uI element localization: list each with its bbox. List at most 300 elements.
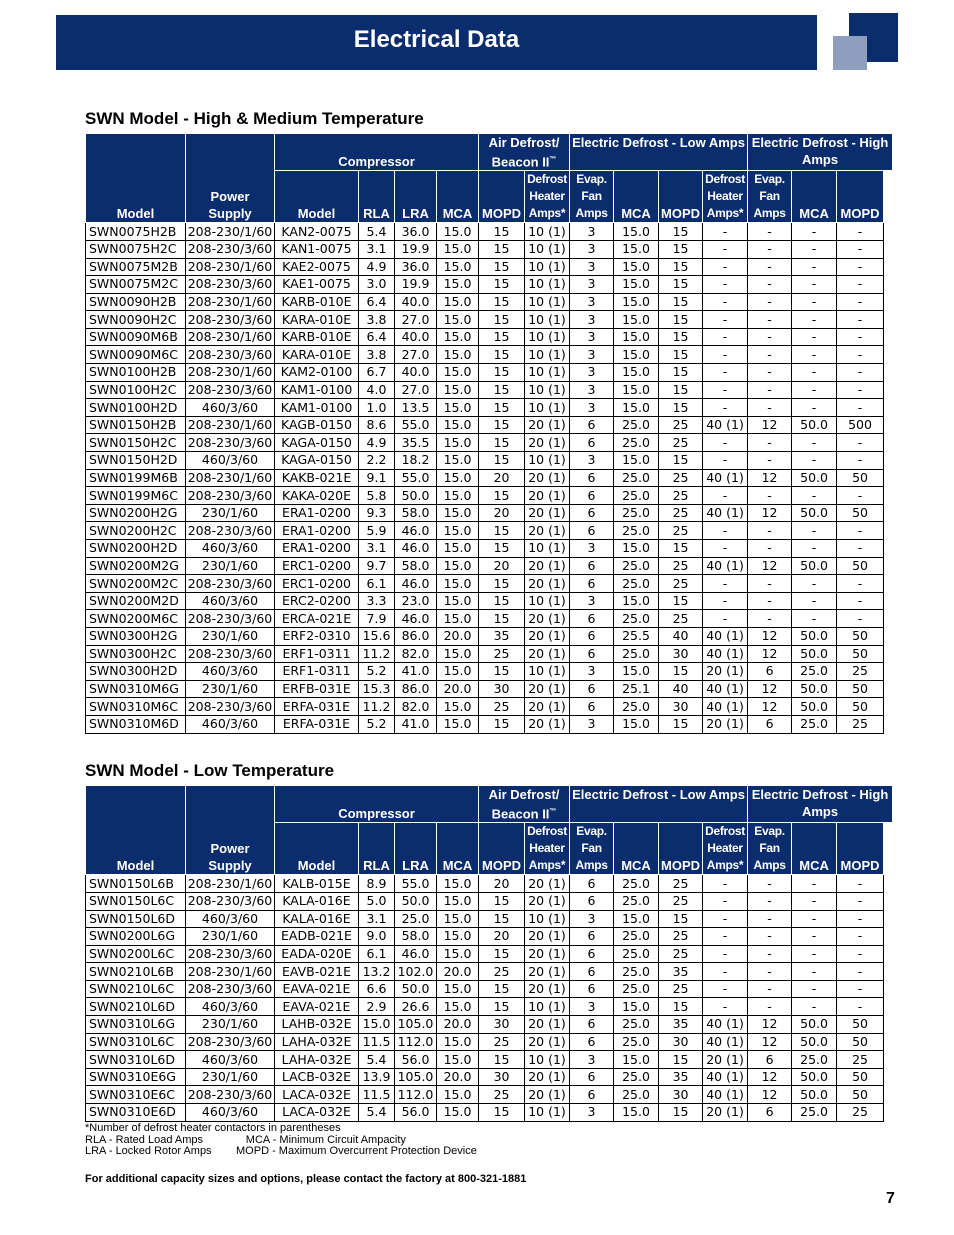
table-cell: 15 xyxy=(659,258,703,276)
table-cell: 50.0 xyxy=(792,698,837,716)
table-row xyxy=(86,240,893,258)
table-cell: - xyxy=(748,434,792,452)
table-cell: 15 xyxy=(479,998,525,1016)
table-row xyxy=(86,715,893,733)
table-cell: 15 xyxy=(659,663,703,681)
table-cell: 50 xyxy=(837,680,884,698)
table-cell: 20 xyxy=(479,928,525,946)
table-cell: 15 xyxy=(659,346,703,364)
table-cell: 208-230/1/60 xyxy=(186,328,275,346)
table-cell: 10 (1) xyxy=(525,223,570,241)
table-cell: 3 xyxy=(570,328,614,346)
table-cell: - xyxy=(792,892,837,910)
table-cell: 3 xyxy=(570,364,614,382)
table-cell: SWN0310L6C xyxy=(86,1033,186,1051)
table-cell: 500 xyxy=(837,416,884,434)
table-cell: 6.7 xyxy=(359,364,395,382)
table-cell: 40 (1) xyxy=(703,1016,748,1034)
table-cell: 25.0 xyxy=(614,1016,659,1034)
table-cell: ERFA-031E xyxy=(275,715,359,733)
table-cell: 15.3 xyxy=(359,680,395,698)
table-cell: 7.9 xyxy=(359,610,395,628)
table-cell: ERC1-0200 xyxy=(275,557,359,575)
table-cell: - xyxy=(703,875,748,893)
table-cell: - xyxy=(703,381,748,399)
table-cell: 3.1 xyxy=(359,910,395,928)
table-cell: 25.0 xyxy=(614,928,659,946)
table-cell: 55.0 xyxy=(395,875,437,893)
table-cell: 40 (1) xyxy=(703,1033,748,1051)
table-cell: - xyxy=(792,258,837,276)
table-cell: 15.0 xyxy=(614,364,659,382)
table-cell: - xyxy=(792,910,837,928)
table-cell: 82.0 xyxy=(395,698,437,716)
table-cell: 15.0 xyxy=(437,381,479,399)
table-cell: 230/1/60 xyxy=(186,928,275,946)
table-cell: 20 (1) xyxy=(525,645,570,663)
table-cell: 9.1 xyxy=(359,469,395,487)
table-cell: SWN0200H2C xyxy=(86,522,186,540)
table-cell: 15.0 xyxy=(614,998,659,1016)
table-cell: - xyxy=(748,892,792,910)
col-low-mca: MCA xyxy=(614,171,659,223)
footnote-contactors: *Number of defrost heater contactors in parentheses xyxy=(85,1122,341,1134)
table-cell: 15 xyxy=(479,434,525,452)
table-row xyxy=(86,399,893,417)
table-cell: 460/3/60 xyxy=(186,715,275,733)
table-cell: 9.0 xyxy=(359,928,395,946)
table-cell: 230/1/60 xyxy=(186,680,275,698)
table-cell: - xyxy=(703,311,748,329)
table-cell: 6 xyxy=(570,1016,614,1034)
table-cell: EAVB-021E xyxy=(275,963,359,981)
table-row xyxy=(86,276,893,294)
table-cell: 20 (1) xyxy=(525,504,570,522)
table-cell: 36.0 xyxy=(395,258,437,276)
table-cell: - xyxy=(703,364,748,382)
page-number: 7 xyxy=(886,1190,895,1207)
table-cell: SWN0200M2G xyxy=(86,557,186,575)
table-cell: 208-230/3/60 xyxy=(186,522,275,540)
table-cell: 15.0 xyxy=(437,293,479,311)
table-cell: - xyxy=(837,381,884,399)
table-cell: 25.0 xyxy=(614,875,659,893)
table-cell: - xyxy=(703,328,748,346)
table-cell: 15 xyxy=(479,540,525,558)
col-high-defrost-heater-amps: Defrost Heater Amps* xyxy=(703,171,748,223)
table-cell: 3 xyxy=(570,276,614,294)
table-cell: 5.2 xyxy=(359,663,395,681)
table-cell: 12 xyxy=(748,1016,792,1034)
table-cell: - xyxy=(748,610,792,628)
table-cell: 10 (1) xyxy=(525,364,570,382)
table-cell: - xyxy=(837,487,884,505)
table-cell: 12 xyxy=(748,469,792,487)
table-cell: 208-230/1/60 xyxy=(186,875,275,893)
table-cell: ERF2-0310 xyxy=(275,627,359,645)
table-cell: - xyxy=(792,293,837,311)
footnote-rla-mca: RLA - Rated Load Amps MCA - Minimum Circuit Ampacity xyxy=(85,1133,406,1146)
table-cell: 50 xyxy=(837,627,884,645)
table-cell: 20 xyxy=(479,875,525,893)
table-cell: 25.0 xyxy=(792,1051,837,1069)
group-compressor: Compressor xyxy=(275,134,479,171)
col-low-mopd: MOPD xyxy=(659,171,703,223)
table-cell: 15 xyxy=(479,452,525,470)
col-high-mca: MCA xyxy=(792,171,837,223)
table-cell: 460/3/60 xyxy=(186,1104,275,1122)
table-cell: 15.0 xyxy=(437,1051,479,1069)
table-cell: 15 xyxy=(479,293,525,311)
table-cell: 25.0 xyxy=(614,1033,659,1051)
col-power-supply: Power Supply xyxy=(186,786,275,875)
table-cell: 25 xyxy=(659,875,703,893)
table-cell: - xyxy=(703,610,748,628)
table-cell: ERFA-031E xyxy=(275,698,359,716)
table-cell: 12 xyxy=(748,416,792,434)
table-cell: - xyxy=(837,311,884,329)
table-cell: ERC2-0200 xyxy=(275,592,359,610)
table-row xyxy=(86,346,893,364)
table-cell: 6 xyxy=(748,663,792,681)
table-cell: 15.0 xyxy=(437,258,479,276)
table-cell: 15.0 xyxy=(614,452,659,470)
table-cell: 6 xyxy=(570,698,614,716)
table-cell: - xyxy=(748,910,792,928)
col-high-mopd: MOPD xyxy=(837,171,884,223)
table-cell: 86.0 xyxy=(395,627,437,645)
table-cell: 3.1 xyxy=(359,540,395,558)
table-row xyxy=(86,892,893,910)
table-cell: 25.0 xyxy=(614,645,659,663)
section-title-low: SWN Model - Low Temperature xyxy=(85,761,335,780)
footnotes xyxy=(85,1123,477,1158)
table-cell: 25 xyxy=(659,522,703,540)
col-high-evap-fan-amps: Evap. Fan Amps xyxy=(748,823,792,875)
table-cell: SWN0075H2B xyxy=(86,223,186,241)
table-cell: 25 xyxy=(659,557,703,575)
table-cell: 25 xyxy=(479,698,525,716)
col-lra: LRA xyxy=(395,171,437,223)
table-cell: - xyxy=(792,522,837,540)
table-cell: 50 xyxy=(837,1016,884,1034)
page-title: Electrical Data xyxy=(353,26,520,53)
table-cell: 3 xyxy=(570,592,614,610)
table-cell: - xyxy=(837,223,884,241)
table-cell: 6 xyxy=(570,557,614,575)
table-cell: LACA-032E xyxy=(275,1086,359,1104)
table-cell: 10 (1) xyxy=(525,1104,570,1122)
table-row xyxy=(86,452,893,470)
table-cell: 30 xyxy=(659,1086,703,1104)
table-cell: 10 (1) xyxy=(525,998,570,1016)
table-cell: 12 xyxy=(748,627,792,645)
table-row xyxy=(86,1104,893,1122)
table-cell: 15.0 xyxy=(437,910,479,928)
table-cell: 208-230/3/60 xyxy=(186,610,275,628)
table-cell: 460/3/60 xyxy=(186,910,275,928)
table-cell: - xyxy=(703,998,748,1016)
table-cell: LAHA-032E xyxy=(275,1033,359,1051)
table-cell: 50.0 xyxy=(792,469,837,487)
table-cell: 25.0 xyxy=(395,910,437,928)
table-cell: 20 (1) xyxy=(703,1051,748,1069)
table-cell: 112.0 xyxy=(395,1033,437,1051)
table-cell: 15 xyxy=(479,980,525,998)
table-cell: 25.0 xyxy=(792,663,837,681)
table-cell: 2.9 xyxy=(359,998,395,1016)
table-cell: 20 (1) xyxy=(525,1068,570,1086)
table-cell: - xyxy=(837,998,884,1016)
table-cell: - xyxy=(837,240,884,258)
table-cell: 18.2 xyxy=(395,452,437,470)
table-cell: 6 xyxy=(748,715,792,733)
table-cell: 208-230/3/60 xyxy=(186,1086,275,1104)
table-cell: 56.0 xyxy=(395,1051,437,1069)
table-cell: 40 (1) xyxy=(703,645,748,663)
table-cell: SWN0210L6D xyxy=(86,998,186,1016)
table-cell: 5.8 xyxy=(359,487,395,505)
table-cell: 20.0 xyxy=(437,680,479,698)
table-cell: 25.0 xyxy=(614,522,659,540)
table-cell: 6 xyxy=(570,504,614,522)
table-cell: 15 xyxy=(659,910,703,928)
table-cell: 15 xyxy=(659,311,703,329)
table-cell: 25.0 xyxy=(614,945,659,963)
table-cell: 12 xyxy=(748,1033,792,1051)
table-cell: 15.0 xyxy=(614,540,659,558)
table-cell: 6 xyxy=(570,680,614,698)
table-cell: - xyxy=(837,610,884,628)
table-cell: 208-230/1/60 xyxy=(186,416,275,434)
table-cell: 15.0 xyxy=(614,293,659,311)
table-cell: 11.2 xyxy=(359,698,395,716)
table-cell: 6.6 xyxy=(359,980,395,998)
table-cell: 40 xyxy=(659,680,703,698)
table-cell: 6 xyxy=(570,875,614,893)
table-cell: 1.0 xyxy=(359,399,395,417)
table-row xyxy=(86,469,893,487)
table-cell: 6 xyxy=(570,1068,614,1086)
col-compressor-model: Model xyxy=(275,823,359,875)
col-low-evap-fan-amps: Evap. Fan Amps xyxy=(570,823,614,875)
table-cell: 25.1 xyxy=(614,680,659,698)
table-cell: - xyxy=(748,875,792,893)
table-cell: - xyxy=(748,399,792,417)
table-cell: 15.0 xyxy=(437,452,479,470)
table-cell: 208-230/3/60 xyxy=(186,311,275,329)
table-cell: 50.0 xyxy=(792,1068,837,1086)
table-cell: - xyxy=(703,399,748,417)
table-cell: 230/1/60 xyxy=(186,504,275,522)
table-cell: - xyxy=(703,258,748,276)
table-cell: 13.9 xyxy=(359,1068,395,1086)
table-cell: 20 (1) xyxy=(525,945,570,963)
table-cell: - xyxy=(792,223,837,241)
table-cell: 50 xyxy=(837,1068,884,1086)
table-cell: SWN0090M6B xyxy=(86,328,186,346)
table-cell: 6 xyxy=(570,487,614,505)
table-cell: - xyxy=(792,875,837,893)
table-cell: - xyxy=(748,487,792,505)
table-cell: SWN0200M6C xyxy=(86,610,186,628)
table-cell: 15.0 xyxy=(437,434,479,452)
table-cell: 15.0 xyxy=(437,698,479,716)
table-cell: 27.0 xyxy=(395,346,437,364)
table-cell: 3 xyxy=(570,715,614,733)
table-cell: 15 xyxy=(479,892,525,910)
table-cell: 12 xyxy=(748,645,792,663)
table-row xyxy=(86,1033,893,1051)
table-cell: 15.0 xyxy=(437,610,479,628)
table-row xyxy=(86,557,893,575)
table-cell: - xyxy=(703,945,748,963)
table-row xyxy=(86,522,893,540)
table-cell: 40 (1) xyxy=(703,1086,748,1104)
table-cell: 11.2 xyxy=(359,645,395,663)
table-cell: 25.0 xyxy=(614,980,659,998)
table-cell: 460/3/60 xyxy=(186,663,275,681)
table-cell: 208-230/3/60 xyxy=(186,276,275,294)
table-cell: 50.0 xyxy=(792,504,837,522)
table-cell: - xyxy=(792,328,837,346)
table-cell: 20 (1) xyxy=(525,875,570,893)
table-cell: 10 (1) xyxy=(525,276,570,294)
table-cell: 50.0 xyxy=(792,627,837,645)
table-cell: 12 xyxy=(748,1086,792,1104)
table-cell: - xyxy=(837,522,884,540)
table-cell: 25 xyxy=(479,1086,525,1104)
table-cell: 25 xyxy=(659,945,703,963)
table-cell: 15.0 xyxy=(614,1051,659,1069)
table-cell: 25 xyxy=(659,416,703,434)
table-cell: 35.5 xyxy=(395,434,437,452)
table-cell: ERA1-0200 xyxy=(275,504,359,522)
table-cell: KAGB-0150 xyxy=(275,416,359,434)
table-cell: 25.0 xyxy=(792,715,837,733)
table-cell: KAGA-0150 xyxy=(275,434,359,452)
table-cell: 15 xyxy=(479,258,525,276)
table-cell: 15 xyxy=(479,276,525,294)
table-cell: 208-230/3/60 xyxy=(186,945,275,963)
table-cell: 20 (1) xyxy=(525,892,570,910)
table-cell: 25 xyxy=(479,1033,525,1051)
table-cell: 208-230/3/60 xyxy=(186,1033,275,1051)
table-cell: - xyxy=(703,452,748,470)
table-cell: 25.0 xyxy=(614,434,659,452)
table-row xyxy=(86,592,893,610)
col-low-defrost-heater-amps: Defrost Heater Amps* xyxy=(525,823,570,875)
table-cell: 6 xyxy=(748,1051,792,1069)
table-cell: 460/3/60 xyxy=(186,592,275,610)
table-cell: ERFB-031E xyxy=(275,680,359,698)
table-cell: SWN0199M6C xyxy=(86,487,186,505)
table-cell: SWN0300H2G xyxy=(86,627,186,645)
table-cell: 86.0 xyxy=(395,680,437,698)
table-cell: 20 (1) xyxy=(525,715,570,733)
table-row xyxy=(86,910,893,928)
table-cell: 3 xyxy=(570,381,614,399)
table-row xyxy=(86,1086,893,1104)
table-cell: 15 xyxy=(479,381,525,399)
table-cell: 41.0 xyxy=(395,715,437,733)
table-row xyxy=(86,645,893,663)
table-row xyxy=(86,928,893,946)
table-cell: 208-230/3/60 xyxy=(186,892,275,910)
table-cell: 50.0 xyxy=(792,557,837,575)
table-cell: 10 (1) xyxy=(525,592,570,610)
group-electric-high: Electric Defrost - High Amps xyxy=(748,786,893,823)
table-cell: 3.0 xyxy=(359,276,395,294)
table-cell: - xyxy=(837,540,884,558)
table-cell: 9.3 xyxy=(359,504,395,522)
table-cell: 58.0 xyxy=(395,928,437,946)
table-cell: 46.0 xyxy=(395,575,437,593)
table-cell: 20.0 xyxy=(437,1068,479,1086)
table-cell: 4.9 xyxy=(359,434,395,452)
table-cell: - xyxy=(837,276,884,294)
col-rla: RLA xyxy=(359,171,395,223)
table-cell: 25 xyxy=(837,1104,884,1122)
table-cell: 208-230/1/60 xyxy=(186,293,275,311)
table-cell: 208-230/3/60 xyxy=(186,980,275,998)
table-cell: 6 xyxy=(570,892,614,910)
table-cell: 58.0 xyxy=(395,557,437,575)
col-high-evap-fan-amps: Evap. Fan Amps xyxy=(748,171,792,223)
table-cell: 460/3/60 xyxy=(186,452,275,470)
table-cell: 460/3/60 xyxy=(186,998,275,1016)
group-electric-high: Electric Defrost - High Amps xyxy=(748,134,893,171)
table-cell: 20 (1) xyxy=(525,575,570,593)
table-cell: - xyxy=(792,963,837,981)
table-cell: 15 xyxy=(659,381,703,399)
table-cell: 15 xyxy=(479,240,525,258)
table-cell: 15.0 xyxy=(437,945,479,963)
col-high-defrost-heater-amps: Defrost Heater Amps* xyxy=(703,823,748,875)
table-row xyxy=(86,328,893,346)
table-cell: 15.0 xyxy=(437,540,479,558)
table-cell: SWN0150H2C xyxy=(86,434,186,452)
table-cell: 25 xyxy=(659,980,703,998)
table-cell: 20.0 xyxy=(437,627,479,645)
table-cell: 15.0 xyxy=(437,928,479,946)
table-cell: 230/1/60 xyxy=(186,627,275,645)
table-cell: KAE1-0075 xyxy=(275,276,359,294)
table-cell: 20 (1) xyxy=(703,1104,748,1122)
col-air-mca: MCA xyxy=(437,823,479,875)
table-cell: 102.0 xyxy=(395,963,437,981)
table-cell: KAGA-0150 xyxy=(275,452,359,470)
table-cell: 35 xyxy=(479,627,525,645)
table-cell: 50.0 xyxy=(395,487,437,505)
table-cell: 15.0 xyxy=(614,1104,659,1122)
table-cell: 50.0 xyxy=(792,1033,837,1051)
table-cell: SWN0199M6B xyxy=(86,469,186,487)
table-cell: 15 xyxy=(659,715,703,733)
table-cell: - xyxy=(703,540,748,558)
table-cell: KARA-010E xyxy=(275,346,359,364)
table-cell: 46.0 xyxy=(395,610,437,628)
decor-square-light xyxy=(833,36,867,70)
table-cell: 25.0 xyxy=(614,575,659,593)
table-cell: SWN0090H2C xyxy=(86,311,186,329)
table-cell: SWN0075H2C xyxy=(86,240,186,258)
table-cell: - xyxy=(792,540,837,558)
table-cell: - xyxy=(703,980,748,998)
table-cell: 6 xyxy=(570,469,614,487)
table-cell: 20 (1) xyxy=(703,663,748,681)
table-cell: - xyxy=(792,452,837,470)
